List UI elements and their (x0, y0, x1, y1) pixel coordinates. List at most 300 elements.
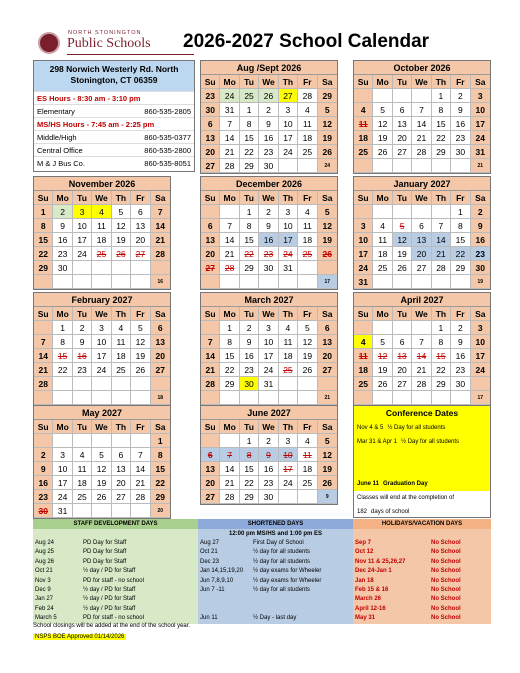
day-cell (112, 377, 131, 391)
day-of-week: Th (432, 307, 451, 321)
day-cell (451, 275, 470, 289)
day-cell: 29 (432, 145, 451, 159)
month-february-2027 (33, 292, 171, 406)
day-cell: 23 (201, 89, 220, 103)
month-aug-sept-2026 (200, 60, 338, 174)
day-cell: 27 (131, 247, 150, 261)
conference-title: Conference Dates (354, 406, 490, 421)
day-cell: 6 (318, 321, 337, 335)
day-cell: 21 (432, 247, 451, 261)
day-cell (412, 275, 431, 289)
day-cell: 12 (318, 219, 337, 233)
day-cell: 24 (354, 261, 373, 275)
day-of-week: Tu (240, 75, 259, 89)
day-cell (354, 205, 373, 219)
day-cell (373, 159, 392, 173)
day-cell: 6 (412, 219, 431, 233)
day-of-week: Fr (451, 191, 470, 205)
day-cell: 4 (373, 219, 392, 233)
day-cell: 30 (259, 159, 278, 173)
contact-row: M & J Bus Co. 860-535-8051 (34, 156, 194, 169)
day-cell: 25 (298, 247, 317, 261)
day-of-week: Sa (318, 420, 337, 434)
day-cell: 4 (298, 434, 317, 448)
day-cell: 12 (373, 117, 392, 131)
day-cell: 8 (432, 335, 451, 349)
day-cell: 6 (131, 205, 150, 219)
day-cell: 4 (354, 103, 373, 117)
day-of-week: Tu (393, 307, 412, 321)
month-title: December 2026 (201, 177, 337, 191)
day-cell: 2 (451, 321, 470, 335)
day-of-week: Fr (451, 307, 470, 321)
day-cell: 27 (279, 89, 298, 103)
day-cell: 1 (432, 89, 451, 103)
day-cell (240, 391, 259, 405)
day-cell: 28 (412, 145, 431, 159)
day-cell (279, 391, 298, 405)
day-cell: 11 (298, 219, 317, 233)
day-cell (92, 434, 111, 448)
day-cell (73, 504, 92, 518)
day-cell: 25 (354, 145, 373, 159)
day-cell: 3 (354, 219, 373, 233)
day-cell: 29 (451, 261, 470, 275)
day-cell: 7 (34, 335, 53, 349)
day-of-week: Tu (73, 307, 92, 321)
day-cell: 13 (151, 335, 170, 349)
month-april-2027 (353, 292, 491, 406)
day-cell: 26 (373, 377, 392, 391)
day-cell: 1 (34, 205, 53, 219)
day-cell: 15 (240, 462, 259, 476)
day-cell: 23 (259, 247, 278, 261)
day-cell (298, 275, 317, 289)
day-of-week: Sa (151, 420, 170, 434)
table-row: Oct 21 ½ day / PD for Staff Jan 14,15,19,20 ½ day exams for Wheeler Dec 24-Jan 1 No School (33, 567, 491, 576)
day-cell: 27 (412, 261, 431, 275)
day-of-week: Mo (220, 191, 239, 205)
day-cell (53, 434, 72, 448)
month-title: April 2027 (354, 293, 490, 307)
day-cell: 12 (318, 448, 337, 462)
day-cell: 17 (471, 117, 490, 131)
day-cell: 30 (451, 377, 470, 391)
day-cell (298, 159, 317, 173)
day-cell: 1 (240, 205, 259, 219)
day-cell: 31 (354, 275, 373, 289)
day-cell: 17 (471, 349, 490, 363)
day-cell: 21 (131, 476, 150, 490)
day-of-week: Sa (471, 307, 490, 321)
day-of-week: Th (279, 75, 298, 89)
legend-table (33, 519, 491, 624)
day-cell: 28 (34, 377, 53, 391)
day-cell (220, 391, 239, 405)
conference-row (354, 463, 490, 477)
day-cell: 28 (220, 490, 239, 504)
day-cell: 25 (373, 261, 392, 275)
day-cell (34, 321, 53, 335)
district-logo: NORTH STONINGTON Public Schools (38, 30, 194, 56)
day-cell: 13 (131, 219, 150, 233)
day-of-week: Mo (220, 420, 239, 434)
table-row: Jan 27 ½ day / PD for Staff March 26 No School (33, 595, 491, 604)
conference-row: 182 days of school (357, 509, 410, 515)
day-cell: 15 (240, 131, 259, 145)
day-cell: 18 (298, 131, 317, 145)
day-cell (298, 261, 317, 275)
day-cell (112, 504, 131, 518)
table-row: Dec 9 ½ day / PD for Staff Jun 7 -11 ½ day for all students Feb 15 & 16 No School (33, 586, 491, 595)
day-cell (131, 434, 150, 448)
day-cell: 29 (220, 377, 239, 391)
day-of-week: Tu (240, 191, 259, 205)
month-title: March 2027 (201, 293, 337, 307)
day-cell (259, 275, 278, 289)
day-cell: 5 (318, 205, 337, 219)
day-cell: 5 (318, 103, 337, 117)
day-cell (131, 504, 150, 518)
day-cell: 27 (201, 159, 220, 173)
day-of-week: We (259, 191, 278, 205)
day-of-week: Th (279, 307, 298, 321)
day-cell: 17 (259, 349, 278, 363)
day-cell: 10 (279, 117, 298, 131)
days-count: 21 (318, 391, 337, 405)
month-june-2027 (200, 405, 338, 505)
day-cell: 14 (432, 233, 451, 247)
day-cell (201, 391, 220, 405)
table-row: Nov 3 PD for staff - no school Jun 7,8,9,10 ½ day exams for Wheeler Jan 18 No School (33, 577, 491, 586)
days-count: 17 (318, 275, 337, 289)
day-of-week: Su (354, 307, 373, 321)
day-cell (240, 275, 259, 289)
day-cell: 16 (451, 349, 470, 363)
conference-dates (353, 405, 491, 518)
day-cell: 19 (298, 349, 317, 363)
day-cell: 30 (240, 377, 259, 391)
day-cell (432, 275, 451, 289)
day-cell: 21 (34, 363, 53, 377)
day-cell: 6 (112, 448, 131, 462)
day-cell: 14 (220, 131, 239, 145)
day-cell (279, 159, 298, 173)
day-of-week: Mo (373, 191, 392, 205)
day-cell: 29 (240, 261, 259, 275)
day-cell: 29 (34, 261, 53, 275)
day-cell (279, 490, 298, 504)
day-cell: 26 (318, 145, 337, 159)
conference-row: Nov 4 & 5 ½ Day for all students (354, 421, 490, 435)
table-row: Aug 24 PD Day for Staff Aug 27 First Day of School Sep 7 No School (33, 539, 491, 548)
day-of-week: We (412, 191, 431, 205)
day-cell: 7 (432, 219, 451, 233)
day-cell: 26 (112, 247, 131, 261)
day-cell (298, 377, 317, 391)
day-cell (92, 391, 111, 405)
day-cell (354, 159, 373, 173)
day-cell: 25 (298, 476, 317, 490)
day-cell: 5 (92, 448, 111, 462)
day-cell: 30 (34, 504, 53, 518)
day-cell: 17 (92, 349, 111, 363)
day-cell: 24 (53, 490, 72, 504)
day-cell: 24 (279, 145, 298, 159)
day-cell: 31 (53, 504, 72, 518)
day-cell: 29 (240, 159, 259, 173)
day-cell: 27 (318, 363, 337, 377)
day-of-week: Tu (393, 191, 412, 205)
day-cell: 23 (259, 145, 278, 159)
day-cell: 17 (279, 233, 298, 247)
day-of-week: Th (432, 191, 451, 205)
day-cell (373, 391, 392, 405)
day-cell: 20 (318, 349, 337, 363)
day-cell: 27 (393, 377, 412, 391)
day-cell: 22 (53, 363, 72, 377)
day-cell: 8 (240, 117, 259, 131)
day-cell (112, 275, 131, 289)
day-cell: 30 (451, 145, 470, 159)
day-cell (373, 275, 392, 289)
day-of-week: We (412, 75, 431, 89)
day-of-week: Sa (318, 191, 337, 205)
closing-note: School closings will be added at the end of the school year. (33, 623, 191, 629)
day-cell: 6 (201, 448, 220, 462)
day-cell: 27 (201, 490, 220, 504)
day-cell: 2 (73, 321, 92, 335)
day-cell: 5 (318, 434, 337, 448)
day-cell: 9 (451, 103, 470, 117)
day-cell: 23 (259, 476, 278, 490)
day-cell (151, 261, 170, 275)
day-cell: 3 (73, 205, 92, 219)
day-cell: 14 (131, 462, 150, 476)
day-cell (131, 261, 150, 275)
day-cell: 3 (92, 321, 111, 335)
day-cell: 5 (373, 103, 392, 117)
day-cell (354, 321, 373, 335)
day-cell: 12 (92, 462, 111, 476)
day-cell: 1 (151, 434, 170, 448)
day-cell: 11 (92, 219, 111, 233)
month-january-2027 (353, 176, 491, 290)
day-cell (34, 434, 53, 448)
day-cell (112, 434, 131, 448)
day-cell (131, 275, 150, 289)
day-cell: 23 (451, 131, 470, 145)
day-cell: 15 (53, 349, 72, 363)
day-cell: 12 (298, 335, 317, 349)
day-cell: 6 (393, 103, 412, 117)
day-cell (318, 261, 337, 275)
day-cell: 14 (412, 117, 431, 131)
day-cell: 18 (92, 233, 111, 247)
day-cell: 10 (73, 219, 92, 233)
day-cell: 18 (298, 233, 317, 247)
day-cell (373, 89, 392, 103)
day-cell (131, 391, 150, 405)
day-cell (432, 159, 451, 173)
day-cell (112, 391, 131, 405)
day-cell (354, 391, 373, 405)
day-cell: 16 (73, 349, 92, 363)
day-cell: 10 (279, 219, 298, 233)
day-cell: 23 (451, 363, 470, 377)
day-cell: 16 (53, 233, 72, 247)
holidays-header: HOLIDAYS/VACATION DAYS (353, 519, 491, 529)
day-cell (318, 377, 337, 391)
day-of-week: Tu (393, 75, 412, 89)
day-of-week: Fr (298, 191, 317, 205)
day-cell: 3 (279, 103, 298, 117)
day-cell: 25 (279, 363, 298, 377)
day-cell: 19 (112, 233, 131, 247)
contact-row: MS/HS Hours - 7:45 am - 2:25 pm (34, 117, 194, 130)
day-of-week: Sa (471, 75, 490, 89)
day-cell: 31 (220, 103, 239, 117)
day-cell (92, 377, 111, 391)
shortened-subheader: 12:00 pm MS/HS and 1:00 pm ES (198, 529, 353, 539)
day-cell: 18 (373, 247, 392, 261)
day-cell: 13 (112, 462, 131, 476)
day-cell (92, 504, 111, 518)
day-cell: 23 (34, 490, 53, 504)
day-of-week: Fr (131, 191, 150, 205)
day-cell: 25 (298, 145, 317, 159)
day-cell: 13 (412, 233, 431, 247)
day-cell (73, 391, 92, 405)
day-cell: 10 (279, 448, 298, 462)
day-cell: 22 (240, 145, 259, 159)
day-cell: 13 (201, 462, 220, 476)
day-of-week: Su (201, 307, 220, 321)
day-cell: 28 (220, 261, 239, 275)
day-cell: 11 (112, 335, 131, 349)
day-cell: 26 (373, 145, 392, 159)
day-cell: 18 (112, 349, 131, 363)
day-cell: 9 (259, 219, 278, 233)
day-of-week: Mo (220, 75, 239, 89)
day-cell (373, 205, 392, 219)
contact-row: Elementary 860-535-2805 (34, 104, 194, 117)
day-cell: 9 (259, 117, 278, 131)
day-cell: 19 (318, 131, 337, 145)
day-cell: 25 (92, 247, 111, 261)
day-cell (73, 434, 92, 448)
day-cell: 7 (220, 219, 239, 233)
day-cell: 26 (298, 363, 317, 377)
header (0, 0, 520, 58)
day-cell: 31 (471, 145, 490, 159)
day-cell: 6 (393, 335, 412, 349)
day-cell: 14 (201, 349, 220, 363)
day-cell (34, 275, 53, 289)
month-title: May 2027 (34, 406, 170, 420)
day-cell: 16 (240, 349, 259, 363)
day-cell: 20 (201, 476, 220, 490)
day-cell: 30 (201, 103, 220, 117)
day-cell: 22 (220, 363, 239, 377)
day-cell: 11 (298, 117, 317, 131)
day-cell: 8 (151, 448, 170, 462)
day-cell: 3 (471, 321, 490, 335)
day-cell: 3 (279, 205, 298, 219)
day-cell: 4 (73, 448, 92, 462)
day-cell: 9 (240, 335, 259, 349)
day-cell: 2 (53, 205, 72, 219)
day-cell: 10 (53, 462, 72, 476)
day-cell: 11 (73, 462, 92, 476)
page-title: 2026-2027 School Calendar (183, 31, 430, 52)
day-cell: 20 (201, 145, 220, 159)
day-cell: 19 (92, 476, 111, 490)
day-of-week: Su (354, 75, 373, 89)
day-cell: 6 (151, 321, 170, 335)
day-cell: 25 (354, 377, 373, 391)
day-cell: 10 (259, 335, 278, 349)
day-cell: 16 (471, 233, 490, 247)
day-cell: 8 (53, 335, 72, 349)
day-cell: 25 (240, 89, 259, 103)
day-cell: 9 (34, 462, 53, 476)
days-count: 9 (318, 490, 337, 504)
day-cell: 19 (318, 233, 337, 247)
table-row: Aug 25 PD Day for Staff Oct 21 ½ day for all students Oct 12 No School (33, 548, 491, 557)
day-cell: 31 (259, 377, 278, 391)
day-cell: 20 (393, 363, 412, 377)
day-of-week: Mo (53, 191, 72, 205)
day-cell: 8 (432, 103, 451, 117)
day-cell: 28 (201, 377, 220, 391)
day-cell: 10 (471, 335, 490, 349)
day-cell (432, 391, 451, 405)
day-cell (393, 89, 412, 103)
day-cell (53, 391, 72, 405)
day-cell: 29 (432, 377, 451, 391)
day-cell: 12 (373, 349, 392, 363)
day-cell: 17 (279, 462, 298, 476)
day-of-week: We (259, 307, 278, 321)
day-of-week: Tu (240, 307, 259, 321)
day-cell (53, 377, 72, 391)
day-cell: 13 (201, 233, 220, 247)
day-cell: 24 (279, 476, 298, 490)
day-cell: 3 (279, 434, 298, 448)
day-cell: 15 (240, 233, 259, 247)
day-cell: 28 (220, 159, 239, 173)
day-cell: 12 (393, 233, 412, 247)
day-cell (151, 377, 170, 391)
day-cell: 24 (92, 363, 111, 377)
day-cell: 7 (220, 117, 239, 131)
day-cell: 20 (131, 233, 150, 247)
day-cell: 23 (53, 247, 72, 261)
days-count: 16 (151, 275, 170, 289)
day-cell: 22 (151, 476, 170, 490)
day-cell: 15 (151, 462, 170, 476)
day-cell: 27 (393, 145, 412, 159)
day-cell: 14 (34, 349, 53, 363)
day-of-week: Su (34, 420, 53, 434)
day-cell: 21 (220, 247, 239, 261)
day-cell: 21 (220, 145, 239, 159)
conference-row: Mar 31 & Apr 1 ½ Day for all students (354, 435, 490, 449)
day-cell: 1 (451, 205, 470, 219)
day-cell: 7 (151, 205, 170, 219)
day-cell: 4 (112, 321, 131, 335)
